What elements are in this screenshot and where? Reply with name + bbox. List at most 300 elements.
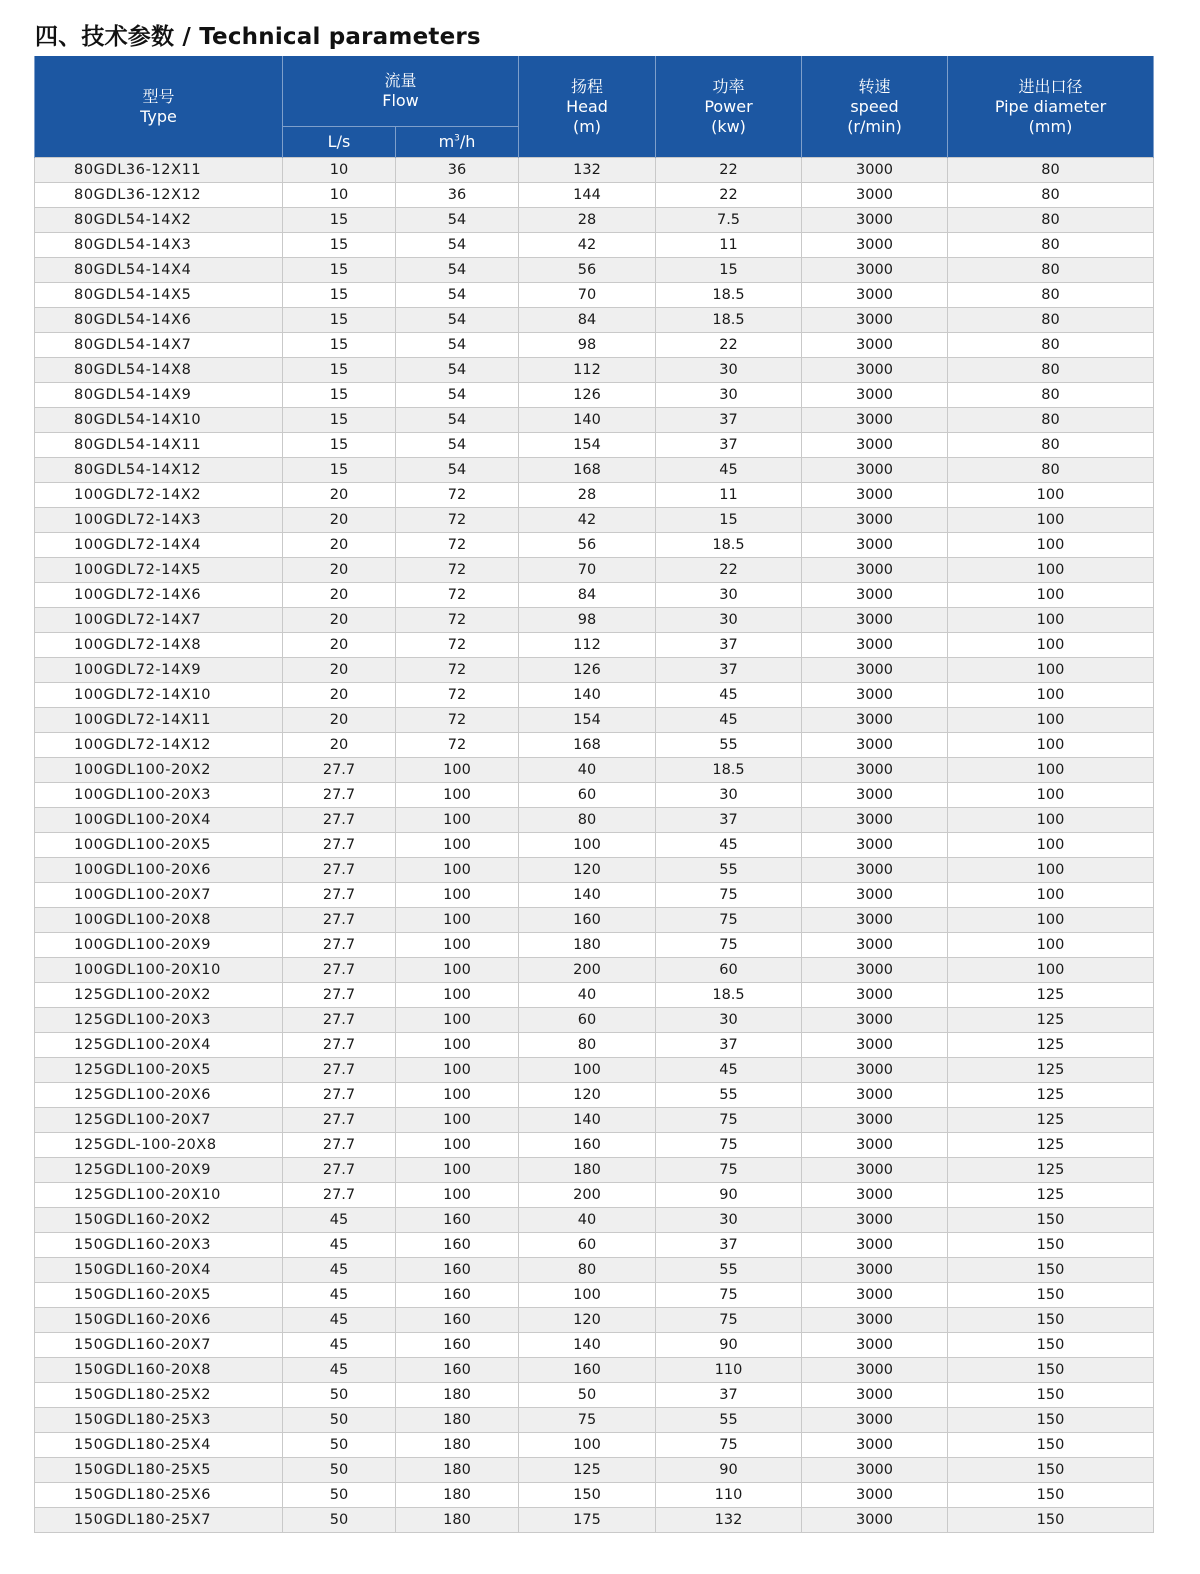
power-cell: 75 xyxy=(656,1283,802,1308)
table-row xyxy=(35,308,1154,333)
speed-cell: 3000 xyxy=(802,1458,948,1483)
flow-ls-cell: 15 xyxy=(283,408,396,433)
flow-m3h-cell: 72 xyxy=(396,608,519,633)
speed-cell: 3000 xyxy=(802,1358,948,1383)
speed-cell: 3000 xyxy=(802,1058,948,1083)
power-cell: 18.5 xyxy=(656,283,802,308)
power-cell: 75 xyxy=(656,1308,802,1333)
type-cell: 150GDL160-20X2 xyxy=(35,1208,283,1233)
type-cell: 100GDL100-20X7 xyxy=(35,883,283,908)
type-cell: 100GDL72-14X2 xyxy=(35,483,283,508)
power-cell: 45 xyxy=(656,683,802,708)
table-row xyxy=(35,233,1154,258)
head-cell: 168 xyxy=(519,733,656,758)
power-cell: 30 xyxy=(656,583,802,608)
head-cell: 100 xyxy=(519,1283,656,1308)
head-cell: 120 xyxy=(519,1083,656,1108)
table-row xyxy=(35,1408,1154,1433)
power-cell: 37 xyxy=(656,1233,802,1258)
speed-cell: 3000 xyxy=(802,1183,948,1208)
flow-ls-cell: 27.7 xyxy=(283,833,396,858)
speed-cell: 3000 xyxy=(802,733,948,758)
flow-m3h-cell: 72 xyxy=(396,508,519,533)
speed-cell: 3000 xyxy=(802,1258,948,1283)
speed-cell: 3000 xyxy=(802,908,948,933)
table-row xyxy=(35,583,1154,608)
pipe-cell: 125 xyxy=(948,1083,1154,1108)
flow-m3h-cell: 100 xyxy=(396,933,519,958)
table-row xyxy=(35,433,1154,458)
type-cell: 100GDL72-14X9 xyxy=(35,658,283,683)
power-cell: 37 xyxy=(656,1033,802,1058)
flow-ls-cell: 15 xyxy=(283,308,396,333)
speed-cell: 3000 xyxy=(802,433,948,458)
table-row xyxy=(35,633,1154,658)
pipe-cell: 100 xyxy=(948,683,1154,708)
table-row xyxy=(35,1308,1154,1333)
head-cell: 28 xyxy=(519,483,656,508)
speed-cell: 3000 xyxy=(802,1333,948,1358)
pipe-cell: 80 xyxy=(948,233,1154,258)
speed-cell: 3000 xyxy=(802,758,948,783)
flow-m3h-cell: 72 xyxy=(396,533,519,558)
pipe-cell: 100 xyxy=(948,958,1154,983)
flow-m3h-cell: 180 xyxy=(396,1508,519,1533)
head-cell: 56 xyxy=(519,258,656,283)
pipe-cell: 150 xyxy=(948,1258,1154,1283)
type-cell: 125GDL100-20X6 xyxy=(35,1083,283,1108)
flow-m3h-cell: 100 xyxy=(396,808,519,833)
table-row xyxy=(35,1383,1154,1408)
type-cell: 80GDL54-14X4 xyxy=(35,258,283,283)
power-cell: 30 xyxy=(656,608,802,633)
header-flow: 流量 Flow xyxy=(283,56,519,127)
pipe-cell: 100 xyxy=(948,808,1154,833)
table-row xyxy=(35,1133,1154,1158)
flow-ls-cell: 20 xyxy=(283,733,396,758)
flow-ls-cell: 45 xyxy=(283,1208,396,1233)
flow-ls-cell: 10 xyxy=(283,158,396,183)
flow-m3h-cell: 100 xyxy=(396,758,519,783)
table-row xyxy=(35,483,1154,508)
type-cell: 100GDL72-14X10 xyxy=(35,683,283,708)
speed-cell: 3000 xyxy=(802,1433,948,1458)
table-row xyxy=(35,283,1154,308)
speed-cell: 3000 xyxy=(802,1283,948,1308)
flow-ls-cell: 15 xyxy=(283,358,396,383)
speed-cell: 3000 xyxy=(802,858,948,883)
type-cell: 80GDL54-14X12 xyxy=(35,458,283,483)
speed-cell: 3000 xyxy=(802,258,948,283)
header-speed: 转速 speed (r/min) xyxy=(802,56,948,158)
pipe-cell: 80 xyxy=(948,458,1154,483)
pipe-cell: 80 xyxy=(948,183,1154,208)
head-cell: 175 xyxy=(519,1508,656,1533)
flow-ls-cell: 20 xyxy=(283,708,396,733)
head-cell: 120 xyxy=(519,858,656,883)
flow-m3h-cell: 160 xyxy=(396,1358,519,1383)
pipe-cell: 100 xyxy=(948,883,1154,908)
head-cell: 80 xyxy=(519,808,656,833)
head-cell: 84 xyxy=(519,308,656,333)
head-cell: 40 xyxy=(519,758,656,783)
power-cell: 90 xyxy=(656,1458,802,1483)
type-cell: 100GDL72-14X4 xyxy=(35,533,283,558)
pipe-cell: 150 xyxy=(948,1233,1154,1258)
head-cell: 84 xyxy=(519,583,656,608)
table-row xyxy=(35,1083,1154,1108)
table-body xyxy=(35,158,1154,1533)
type-cell: 150GDL160-20X8 xyxy=(35,1358,283,1383)
flow-m3h-cell: 100 xyxy=(396,983,519,1008)
head-cell: 75 xyxy=(519,1408,656,1433)
speed-cell: 3000 xyxy=(802,208,948,233)
flow-ls-cell: 27.7 xyxy=(283,1108,396,1133)
flow-m3h-cell: 54 xyxy=(396,383,519,408)
type-cell: 80GDL54-14X7 xyxy=(35,333,283,358)
pipe-cell: 80 xyxy=(948,383,1154,408)
table-row xyxy=(35,658,1154,683)
type-cell: 100GDL72-14X8 xyxy=(35,633,283,658)
head-cell: 168 xyxy=(519,458,656,483)
flow-m3h-cell: 72 xyxy=(396,558,519,583)
flow-m3h-cell: 54 xyxy=(396,433,519,458)
speed-cell: 3000 xyxy=(802,1408,948,1433)
power-cell: 7.5 xyxy=(656,208,802,233)
type-cell: 100GDL100-20X4 xyxy=(35,808,283,833)
pipe-cell: 150 xyxy=(948,1208,1154,1233)
flow-ls-cell: 20 xyxy=(283,533,396,558)
head-cell: 112 xyxy=(519,358,656,383)
flow-ls-cell: 50 xyxy=(283,1508,396,1533)
flow-m3h-cell: 100 xyxy=(396,1083,519,1108)
flow-ls-cell: 15 xyxy=(283,458,396,483)
table-row xyxy=(35,683,1154,708)
speed-cell: 3000 xyxy=(802,358,948,383)
table-row xyxy=(35,358,1154,383)
table-row xyxy=(35,558,1154,583)
head-cell: 144 xyxy=(519,183,656,208)
type-cell: 150GDL160-20X4 xyxy=(35,1258,283,1283)
speed-cell: 3000 xyxy=(802,333,948,358)
table-row xyxy=(35,758,1154,783)
power-cell: 18.5 xyxy=(656,758,802,783)
power-cell: 90 xyxy=(656,1333,802,1358)
table-row xyxy=(35,458,1154,483)
flow-ls-cell: 27.7 xyxy=(283,1083,396,1108)
head-cell: 60 xyxy=(519,783,656,808)
power-cell: 18.5 xyxy=(656,308,802,333)
type-cell: 150GDL160-20X7 xyxy=(35,1333,283,1358)
speed-cell: 3000 xyxy=(802,683,948,708)
power-cell: 75 xyxy=(656,1108,802,1133)
flow-m3h-cell: 100 xyxy=(396,1033,519,1058)
pipe-cell: 125 xyxy=(948,1058,1154,1083)
power-cell: 55 xyxy=(656,858,802,883)
head-cell: 40 xyxy=(519,1208,656,1233)
head-cell: 40 xyxy=(519,983,656,1008)
type-cell: 150GDL180-25X4 xyxy=(35,1433,283,1458)
pipe-cell: 100 xyxy=(948,908,1154,933)
flow-ls-cell: 27.7 xyxy=(283,1158,396,1183)
flow-m3h-cell: 160 xyxy=(396,1258,519,1283)
flow-m3h-cell: 36 xyxy=(396,158,519,183)
type-cell: 150GDL180-25X5 xyxy=(35,1458,283,1483)
speed-cell: 3000 xyxy=(802,1033,948,1058)
flow-ls-cell: 15 xyxy=(283,208,396,233)
pipe-cell: 100 xyxy=(948,858,1154,883)
table-row xyxy=(35,1158,1154,1183)
pipe-cell: 100 xyxy=(948,658,1154,683)
type-cell: 150GDL160-20X5 xyxy=(35,1283,283,1308)
speed-cell: 3000 xyxy=(802,1158,948,1183)
table-row xyxy=(35,733,1154,758)
flow-ls-cell: 20 xyxy=(283,558,396,583)
speed-cell: 3000 xyxy=(802,408,948,433)
flow-ls-cell: 20 xyxy=(283,633,396,658)
flow-m3h-cell: 72 xyxy=(396,708,519,733)
head-cell: 180 xyxy=(519,933,656,958)
power-cell: 30 xyxy=(656,1008,802,1033)
speed-cell: 3000 xyxy=(802,1233,948,1258)
power-cell: 18.5 xyxy=(656,533,802,558)
type-cell: 100GDL72-14X12 xyxy=(35,733,283,758)
head-cell: 160 xyxy=(519,908,656,933)
pipe-cell: 80 xyxy=(948,283,1154,308)
pipe-cell: 150 xyxy=(948,1483,1154,1508)
pipe-cell: 100 xyxy=(948,583,1154,608)
flow-m3h-cell: 72 xyxy=(396,633,519,658)
flow-ls-cell: 27.7 xyxy=(283,933,396,958)
flow-m3h-cell: 100 xyxy=(396,1183,519,1208)
power-cell: 60 xyxy=(656,958,802,983)
speed-cell: 3000 xyxy=(802,1133,948,1158)
flow-m3h-cell: 72 xyxy=(396,583,519,608)
table-row xyxy=(35,1233,1154,1258)
type-cell: 125GDL100-20X10 xyxy=(35,1183,283,1208)
type-cell: 80GDL36-12X11 xyxy=(35,158,283,183)
head-cell: 180 xyxy=(519,1158,656,1183)
type-cell: 100GDL72-14X7 xyxy=(35,608,283,633)
speed-cell: 3000 xyxy=(802,1508,948,1533)
speed-cell: 3000 xyxy=(802,508,948,533)
flow-ls-cell: 20 xyxy=(283,583,396,608)
table-row xyxy=(35,333,1154,358)
pipe-cell: 100 xyxy=(948,483,1154,508)
flow-m3h-cell: 54 xyxy=(396,358,519,383)
power-cell: 22 xyxy=(656,333,802,358)
flow-ls-cell: 27.7 xyxy=(283,783,396,808)
power-cell: 30 xyxy=(656,358,802,383)
pipe-cell: 80 xyxy=(948,208,1154,233)
head-cell: 28 xyxy=(519,208,656,233)
pipe-cell: 150 xyxy=(948,1408,1154,1433)
speed-cell: 3000 xyxy=(802,783,948,808)
flow-ls-cell: 27.7 xyxy=(283,1183,396,1208)
type-cell: 100GDL100-20X10 xyxy=(35,958,283,983)
power-cell: 18.5 xyxy=(656,983,802,1008)
speed-cell: 3000 xyxy=(802,233,948,258)
power-cell: 110 xyxy=(656,1358,802,1383)
pipe-cell: 125 xyxy=(948,983,1154,1008)
type-cell: 125GDL100-20X4 xyxy=(35,1033,283,1058)
type-cell: 150GDL160-20X6 xyxy=(35,1308,283,1333)
head-cell: 140 xyxy=(519,408,656,433)
table-row xyxy=(35,808,1154,833)
pipe-cell: 100 xyxy=(948,608,1154,633)
flow-ls-cell: 50 xyxy=(283,1433,396,1458)
table-row xyxy=(35,883,1154,908)
speed-cell: 3000 xyxy=(802,283,948,308)
flow-m3h-cell: 54 xyxy=(396,458,519,483)
speed-cell: 3000 xyxy=(802,708,948,733)
power-cell: 30 xyxy=(656,783,802,808)
type-cell: 125GDL100-20X7 xyxy=(35,1108,283,1133)
flow-m3h-cell: 54 xyxy=(396,208,519,233)
table-row xyxy=(35,958,1154,983)
pipe-cell: 150 xyxy=(948,1433,1154,1458)
flow-ls-cell: 27.7 xyxy=(283,908,396,933)
pipe-cell: 80 xyxy=(948,333,1154,358)
power-cell: 55 xyxy=(656,1408,802,1433)
power-cell: 45 xyxy=(656,1058,802,1083)
flow-m3h-cell: 36 xyxy=(396,183,519,208)
head-cell: 98 xyxy=(519,333,656,358)
speed-cell: 3000 xyxy=(802,808,948,833)
table-row xyxy=(35,208,1154,233)
head-cell: 126 xyxy=(519,658,656,683)
flow-m3h-cell: 100 xyxy=(396,783,519,808)
type-cell: 80GDL54-14X6 xyxy=(35,308,283,333)
flow-m3h-cell: 100 xyxy=(396,1008,519,1033)
page-title: 四、技术参数 / Technical parameters xyxy=(35,24,481,50)
flow-ls-cell: 27.7 xyxy=(283,1033,396,1058)
speed-cell: 3000 xyxy=(802,1083,948,1108)
pipe-cell: 100 xyxy=(948,508,1154,533)
speed-cell: 3000 xyxy=(802,1008,948,1033)
table-row xyxy=(35,608,1154,633)
speed-cell: 3000 xyxy=(802,308,948,333)
power-cell: 30 xyxy=(656,1208,802,1233)
type-cell: 80GDL54-14X5 xyxy=(35,283,283,308)
speed-cell: 3000 xyxy=(802,1383,948,1408)
table-row xyxy=(35,1108,1154,1133)
table-row xyxy=(35,533,1154,558)
power-cell: 75 xyxy=(656,1133,802,1158)
head-cell: 56 xyxy=(519,533,656,558)
power-cell: 90 xyxy=(656,1183,802,1208)
pipe-cell: 125 xyxy=(948,1183,1154,1208)
head-cell: 140 xyxy=(519,1108,656,1133)
head-cell: 70 xyxy=(519,558,656,583)
pipe-cell: 150 xyxy=(948,1458,1154,1483)
head-cell: 154 xyxy=(519,708,656,733)
table-row xyxy=(35,1458,1154,1483)
head-cell: 200 xyxy=(519,1183,656,1208)
power-cell: 22 xyxy=(656,158,802,183)
table-row xyxy=(35,1208,1154,1233)
flow-m3h-cell: 100 xyxy=(396,833,519,858)
type-cell: 125GDL-100-20X8 xyxy=(35,1133,283,1158)
speed-cell: 3000 xyxy=(802,608,948,633)
speed-cell: 3000 xyxy=(802,1208,948,1233)
head-cell: 154 xyxy=(519,433,656,458)
head-cell: 98 xyxy=(519,608,656,633)
speed-cell: 3000 xyxy=(802,633,948,658)
head-cell: 132 xyxy=(519,158,656,183)
parameters-table xyxy=(34,56,1154,1533)
power-cell: 55 xyxy=(656,1258,802,1283)
flow-ls-cell: 15 xyxy=(283,383,396,408)
head-cell: 112 xyxy=(519,633,656,658)
type-cell: 100GDL100-20X2 xyxy=(35,758,283,783)
flow-ls-cell: 45 xyxy=(283,1358,396,1383)
pipe-cell: 80 xyxy=(948,158,1154,183)
table-row xyxy=(35,1283,1154,1308)
flow-ls-cell: 27.7 xyxy=(283,1008,396,1033)
head-cell: 42 xyxy=(519,233,656,258)
power-cell: 22 xyxy=(656,183,802,208)
flow-m3h-cell: 54 xyxy=(396,283,519,308)
head-cell: 160 xyxy=(519,1358,656,1383)
flow-m3h-cell: 180 xyxy=(396,1383,519,1408)
type-cell: 80GDL54-14X2 xyxy=(35,208,283,233)
type-cell: 150GDL180-25X2 xyxy=(35,1383,283,1408)
power-cell: 37 xyxy=(656,808,802,833)
flow-ls-cell: 20 xyxy=(283,508,396,533)
power-cell: 75 xyxy=(656,1158,802,1183)
type-cell: 125GDL100-20X2 xyxy=(35,983,283,1008)
type-cell: 150GDL180-25X7 xyxy=(35,1508,283,1533)
speed-cell: 3000 xyxy=(802,1483,948,1508)
head-cell: 100 xyxy=(519,833,656,858)
table-row xyxy=(35,833,1154,858)
flow-ls-cell: 27.7 xyxy=(283,808,396,833)
speed-cell: 3000 xyxy=(802,583,948,608)
speed-cell: 3000 xyxy=(802,833,948,858)
type-cell: 125GDL100-20X9 xyxy=(35,1158,283,1183)
pipe-cell: 150 xyxy=(948,1508,1154,1533)
power-cell: 75 xyxy=(656,908,802,933)
flow-ls-cell: 45 xyxy=(283,1333,396,1358)
speed-cell: 3000 xyxy=(802,383,948,408)
head-cell: 126 xyxy=(519,383,656,408)
pipe-cell: 150 xyxy=(948,1333,1154,1358)
flow-ls-cell: 15 xyxy=(283,258,396,283)
speed-cell: 3000 xyxy=(802,1108,948,1133)
flow-ls-cell: 15 xyxy=(283,333,396,358)
pipe-cell: 150 xyxy=(948,1308,1154,1333)
table-row xyxy=(35,983,1154,1008)
table-row xyxy=(35,1183,1154,1208)
pipe-cell: 100 xyxy=(948,833,1154,858)
power-cell: 37 xyxy=(656,633,802,658)
flow-m3h-cell: 100 xyxy=(396,1158,519,1183)
head-cell: 70 xyxy=(519,283,656,308)
flow-m3h-cell: 180 xyxy=(396,1433,519,1458)
power-cell: 45 xyxy=(656,833,802,858)
pipe-cell: 80 xyxy=(948,258,1154,283)
header-flow-m3h: $m^3/h$ xyxy=(396,127,519,158)
table-row xyxy=(35,1258,1154,1283)
table-row xyxy=(35,508,1154,533)
type-cell: 100GDL100-20X5 xyxy=(35,833,283,858)
head-cell: 100 xyxy=(519,1058,656,1083)
flow-ls-cell: 20 xyxy=(283,483,396,508)
table-row xyxy=(35,783,1154,808)
pipe-cell: 100 xyxy=(948,733,1154,758)
flow-m3h-cell: 180 xyxy=(396,1408,519,1433)
